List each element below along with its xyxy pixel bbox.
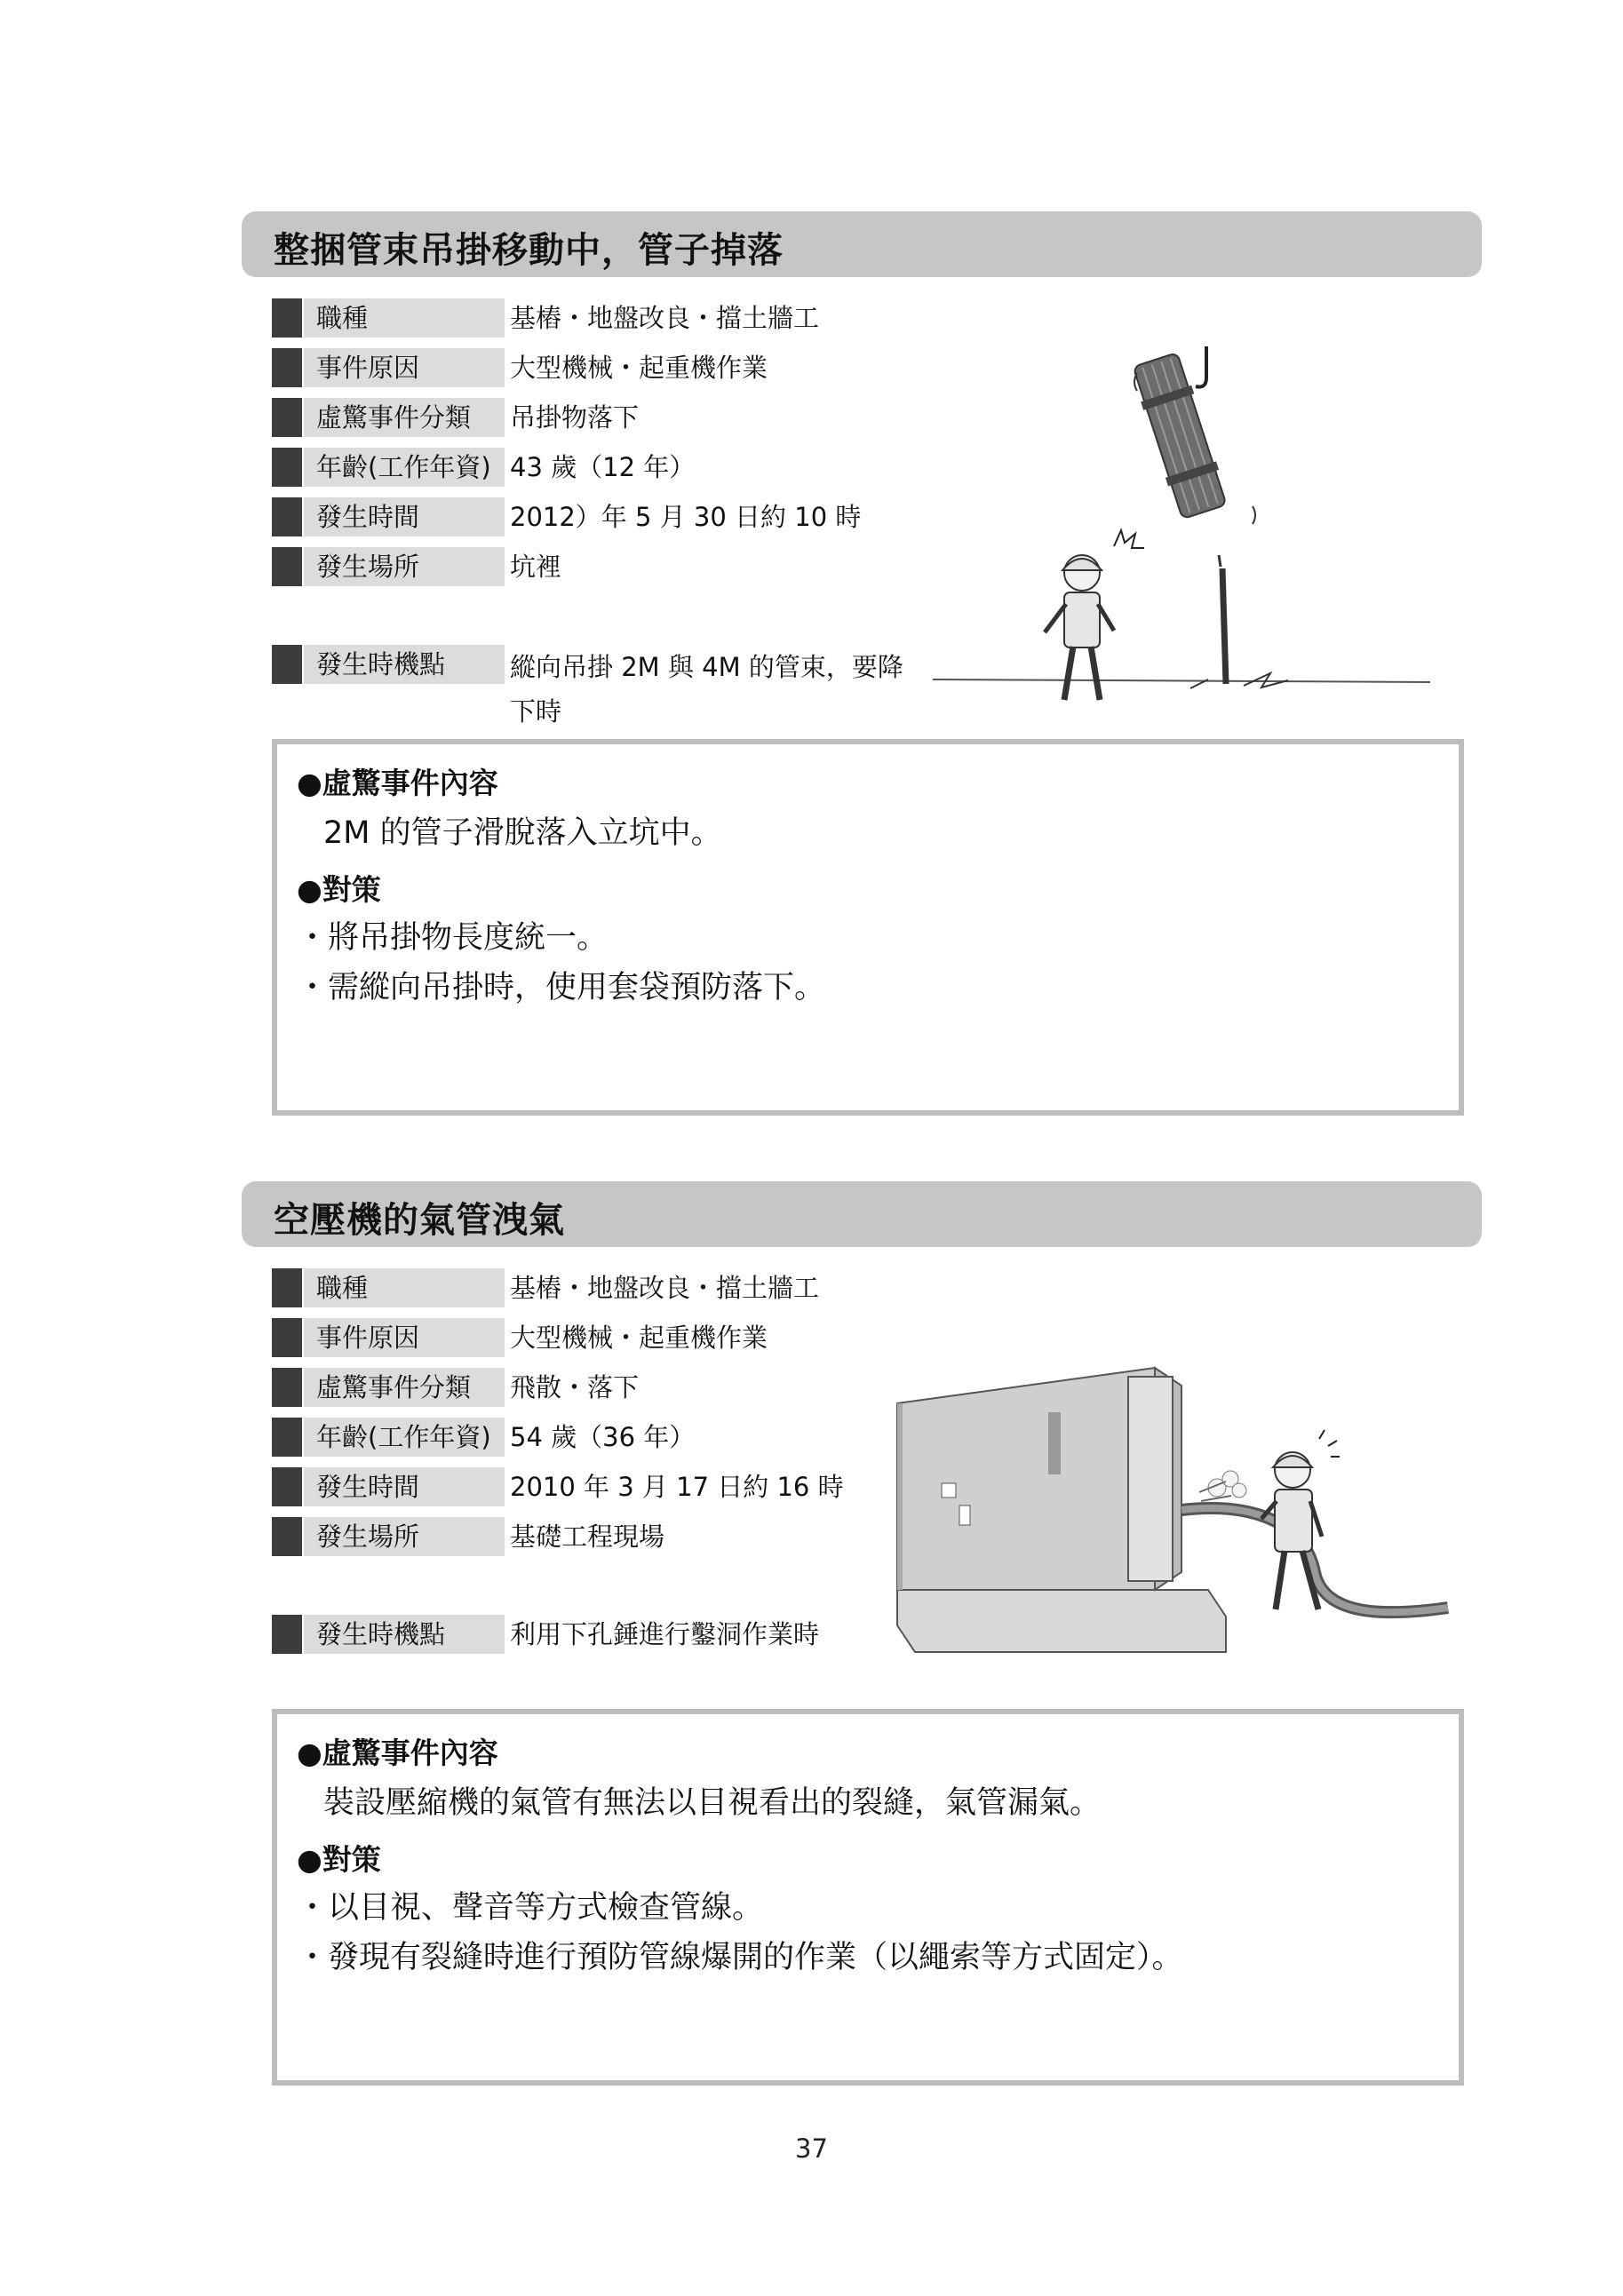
row-label: 發生場所 <box>304 1517 505 1556</box>
row-marker <box>272 1615 302 1654</box>
falling-pipe-illustration <box>924 338 1439 728</box>
row-marker <box>272 398 302 437</box>
compressor-illustration <box>888 1350 1457 1670</box>
measure-item: ・需縱向吊掛時，使用套袋預防落下。 <box>297 970 826 1005</box>
row-value: 大型機械・起重機作業 <box>510 1323 768 1353</box>
row-marker <box>272 1368 302 1407</box>
row-value: 縱向吊掛 2M 與 4M 的管束，要降下時 <box>510 652 903 727</box>
section-2-title: 空壓機的氣管洩氣 <box>274 1200 565 1241</box>
row-marker <box>272 645 302 684</box>
row-marker <box>272 1318 302 1357</box>
row-label: 發生場所 <box>304 547 505 586</box>
row-value: 基樁・地盤改良・擋土牆工 <box>510 303 820 333</box>
content-text: 2M 的管子滑脫落入立坑中。 <box>323 815 722 851</box>
row-value: 大型機械・起重機作業 <box>510 353 768 383</box>
row-value: 飛散・落下 <box>510 1372 640 1402</box>
measures-heading: ●對策 <box>297 872 381 907</box>
row-marker <box>272 547 302 586</box>
row-marker <box>272 348 302 387</box>
row-label: 年齡(工作年資) <box>304 448 505 487</box>
row-label: 虛驚事件分類 <box>304 398 505 437</box>
row-value: 54 歲（36 年） <box>510 1422 696 1452</box>
section-2-title-bar <box>242 1181 1482 1247</box>
measure-item: ・以目視、聲音等方式檢查管線。 <box>297 1890 764 1926</box>
row-label: 發生時機點 <box>304 645 505 684</box>
row-marker <box>272 1467 302 1506</box>
section-1-detail-box <box>272 739 1464 1116</box>
row-marker <box>272 1517 302 1556</box>
measures-heading: ●對策 <box>297 1842 381 1877</box>
section-1-title: 整捆管束吊掛移動中，管子掉落 <box>274 230 784 271</box>
row-label: 職種 <box>304 298 505 338</box>
row-label: 職種 <box>304 1268 505 1307</box>
row-marker <box>272 1268 302 1307</box>
row-marker <box>272 298 302 338</box>
row-value: 43 歲（12 年） <box>510 452 696 482</box>
section-2-detail-box <box>272 1709 1464 2085</box>
measure-item: ・將吊掛物長度統一。 <box>297 920 609 956</box>
row-label: 發生時間 <box>304 497 505 536</box>
row-value: 2010 年 3 月 17 日約 16 時 <box>510 1472 844 1502</box>
row-value: 利用下孔錘進行鑿洞作業時 <box>510 1619 820 1649</box>
row-value: 吊掛物落下 <box>510 402 640 433</box>
row-marker <box>272 1418 302 1457</box>
measure-item: ・發現有裂縫時進行預防管線爆開的作業（以繩索等方式固定）。 <box>297 1940 1183 1975</box>
content-heading: ●虛驚事件內容 <box>297 1736 498 1770</box>
row-label: 虛驚事件分類 <box>304 1368 505 1407</box>
row-label: 年齡(工作年資) <box>304 1418 505 1457</box>
row-label: 事件原因 <box>304 348 505 387</box>
row-marker <box>272 497 302 536</box>
row-value: 2012）年 5 月 30 日約 10 時 <box>510 502 862 532</box>
row-label: 發生時機點 <box>304 1615 505 1654</box>
row-label: 發生時間 <box>304 1467 505 1506</box>
content-text: 裝設壓縮機的氣管有無法以目視看出的裂縫，氣管漏氣。 <box>323 1785 1102 1821</box>
page-number: 37 <box>795 2133 828 2164</box>
content-heading: ●虛驚事件內容 <box>297 766 498 800</box>
row-value: 基礎工程現場 <box>510 1521 665 1552</box>
section-1-title-bar <box>242 211 1482 277</box>
row-value: 坑裡 <box>510 552 562 582</box>
row-value: 基樁・地盤改良・擋土牆工 <box>510 1273 820 1303</box>
row-label: 事件原因 <box>304 1318 505 1357</box>
row-marker <box>272 448 302 487</box>
